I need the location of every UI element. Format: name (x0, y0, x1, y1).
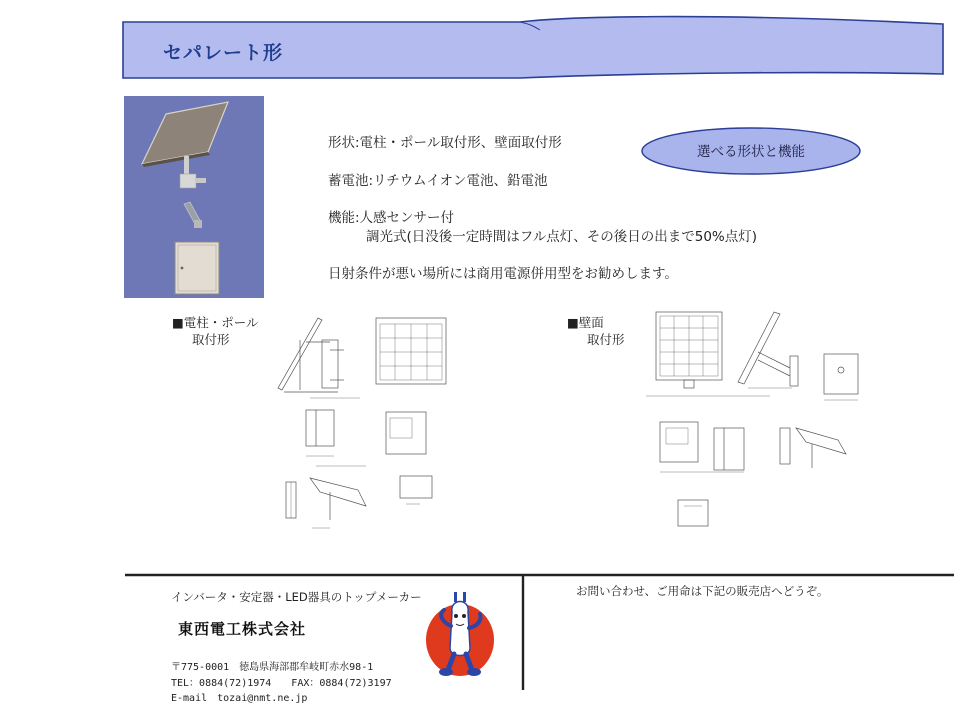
company-tagline: インバータ・安定器・LED器具のトップメーカー (171, 590, 422, 604)
company-name: 東西電工株式会社 (178, 620, 307, 638)
title-banner (0, 0, 964, 90)
company-email: E-mail tozai@nmt.ne.jp (171, 693, 308, 704)
pole-mount-label-line1: ■電柱・ポール (172, 315, 259, 330)
wall-mount-label (567, 314, 625, 348)
battery-spec: 蓄電池:リチウムイオン電池、鉛電池 (328, 173, 548, 189)
shape-spec: 形状:電柱・ポール取付形、壁面取付形 (328, 135, 562, 151)
pole-mount-drawings (270, 310, 450, 540)
inquiry-text: お問い合わせ、ご用命は下記の販売店へどうぞ。 (576, 584, 829, 598)
product-photo (124, 96, 264, 298)
page-title: セパレート形 (163, 42, 284, 64)
company-phone-fax: TEL：0884(72)1974 FAX：0884(72)3197 (171, 678, 392, 689)
pole-mount-label (172, 314, 259, 348)
wall-mount-label-line2: 取付形 (587, 332, 625, 347)
mascot-logo (424, 588, 496, 680)
pole-mount-label-line2: 取付形 (192, 332, 230, 347)
wall-mount-drawings (640, 300, 880, 535)
function-spec: 機能:人感センサー付 (328, 210, 455, 226)
wall-mount-label-line1: ■壁面 (567, 315, 604, 330)
function-detail: 調光式(日没後一定時間はフル点灯、その後日の出まで50%点灯) (366, 229, 757, 245)
company-address: 〒775-0001 徳島県海部郡牟岐町赤水98-1 (171, 662, 374, 673)
recommendation-text: 日射条件が悪い場所には商用電源併用型をお勧めします。 (328, 266, 678, 282)
feature-badge-label: 選べる形状と機能 (697, 144, 805, 160)
